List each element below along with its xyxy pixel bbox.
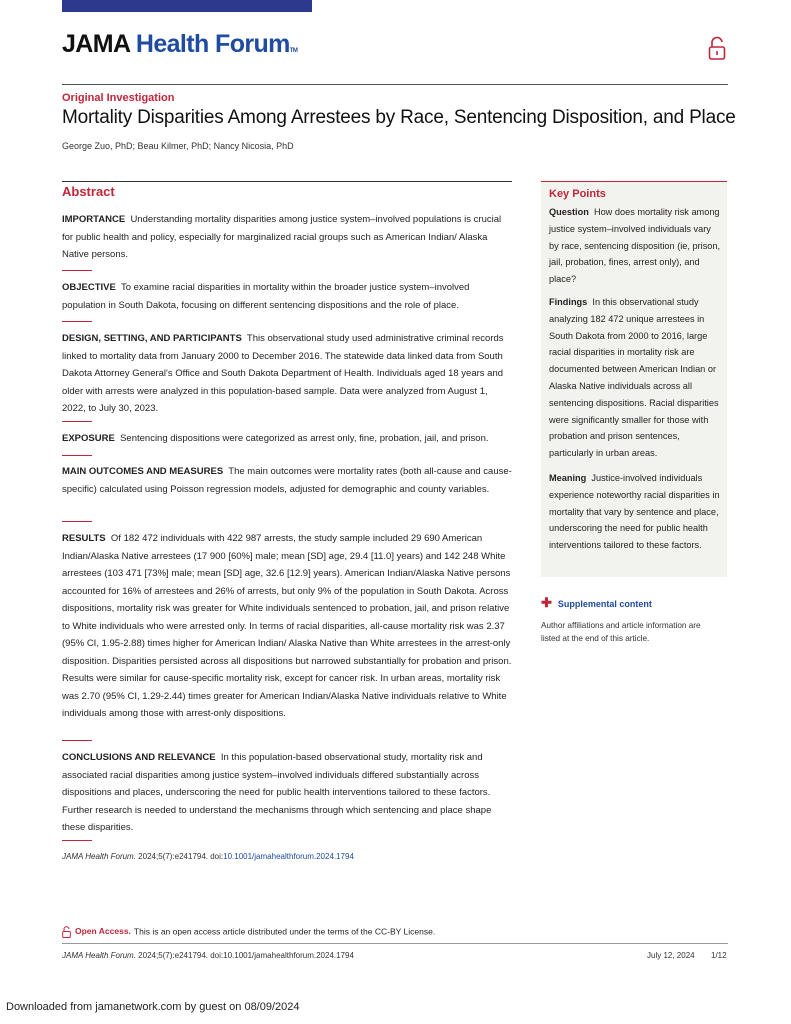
- section-label: MAIN OUTCOMES AND MEASURES: [62, 466, 224, 477]
- abstract-conclusions: [62, 749, 514, 837]
- key-point-label: Findings: [549, 297, 588, 307]
- section-text: Of 182 472 individuals with 422 987 arrests, the study sample included 29 690 American Indian/Alaska Native arrestees (17 900 [60%] male; mean [SD] age, 29.4 [11.0] years) and 142 248 White arrestees (103 471 [73%] male; mean [SD] age, 32.6 [12.9] years). American Indian/Alaska Native persons accounted for 16% of arrestees and 26% of arrests, but only 9% of the population in South Dakota. Across dispositions, mortality risk was greater for White individuals sentenced to probation, jail, and prison relative to White individuals who were arrested only. In terms of racial disparities, all-cause mortality risk was 2.37 (95% CI, 1.95-2.88) times higher for American Indian/ Alaska Native than White arrestees in the arrest-only disposition. Disparities persisted across all dispositions but narrowed substantially for probation and prison. Results were similar for cause-specific mortality risk, except for cancer risk. In urban areas, mortality risk was 2.70 (95% CI, 1.29-2.44) times greater for American Indian/Alaska Native individuals relative to White individuals among those with arrest-only dispositions.: [62, 533, 512, 719]
- abstract-results: [62, 530, 514, 723]
- logo-health-forum: Health Forum: [135, 30, 290, 58]
- download-note: Downloaded from jamanetwork.com by guest on 08/09/2024: [6, 1001, 300, 1013]
- abstract-importance: [62, 211, 514, 264]
- open-access-note: [62, 926, 435, 938]
- section-text: To examine racial disparities in mortality within the broader justice system–involved population in South Dakota, focusing on different sentencing dispositions and the role of place.: [62, 282, 470, 311]
- footer-rule: [62, 943, 728, 944]
- section-label: IMPORTANCE: [62, 214, 126, 225]
- key-point-meaning: [549, 470, 723, 554]
- key-point-text: In this observational study analyzing 182 472 unique arrestees in South Dakota from 2000 to 2016, large racial disparities in mortality risk are documented between American Indian or Alaska Native individuals across all sentencing dispositions. Racial disparities were significantly smaller for those with probation and prison sentences, particularly in urban areas.: [549, 297, 719, 459]
- header-rule: [62, 84, 728, 85]
- citation: [62, 852, 354, 861]
- key-point-findings: [549, 294, 723, 462]
- key-points-heading: Key Points: [549, 188, 606, 200]
- citation-journal: JAMA Health Forum.: [62, 852, 136, 861]
- abstract-outcomes: [62, 463, 514, 498]
- section-separator: [62, 840, 92, 841]
- section-separator: [62, 455, 92, 456]
- citation-ref: 2024;5(7):e241794. doi:: [135, 852, 224, 861]
- top-color-bar: [62, 0, 312, 12]
- abstract-objective: [62, 279, 514, 314]
- footer-date: July 12, 2024: [647, 951, 695, 960]
- section-separator: [62, 321, 92, 322]
- supplemental-label: Supplemental content: [557, 599, 652, 609]
- open-lock-icon: [62, 926, 71, 938]
- key-point-label: Meaning: [549, 473, 587, 483]
- abstract-rule: [62, 181, 512, 182]
- affiliations-note: Author affiliations and article information are listed at the end of this article.: [541, 621, 701, 643]
- open-access-label: Open Access.: [75, 926, 131, 937]
- footer-ref: 2024;5(7):e241794. doi:10.1001/jamahealthforum.2024.1794: [135, 951, 354, 960]
- key-point-question: [549, 204, 723, 288]
- section-label: EXPOSURE: [62, 433, 115, 444]
- journal-logo: [62, 30, 297, 59]
- section-text: The main outcomes were mortality rates (both all-cause and cause-specific) calculated using Poisson regression models, adjusted for demographic and county variables.: [62, 466, 512, 495]
- section-text: In this population-based observational study, mortality risk and associated racial disparities among justice system–involved individuals differed substantially across dispositions and places, underscoring the need for public health interventions tailored to these factors. Further research is needed to understand the mechanisms through which sentencing and place shape these disparities.: [62, 752, 492, 833]
- abstract-exposure: [62, 430, 514, 448]
- key-point-text: How does mortality risk among justice system–involved individuals vary by race, sentencing disposition (ie, prison, jail, probation, fines, arrest only), and place?: [549, 207, 721, 285]
- section-label: RESULTS: [62, 533, 106, 544]
- supplemental-content-link[interactable]: [541, 595, 652, 611]
- logo-tm: TM: [289, 48, 298, 54]
- footer-journal: JAMA Health Forum.: [62, 951, 136, 960]
- section-separator: [62, 421, 92, 422]
- section-text: Sentencing dispositions were categorized as arrest only, fine, probation, jail, and prison.: [120, 433, 489, 444]
- footer-citation: [62, 951, 354, 960]
- article-type: Original Investigation: [62, 92, 175, 104]
- abstract-design: [62, 330, 514, 418]
- key-point-label: Question: [549, 207, 589, 217]
- section-separator: [62, 521, 92, 522]
- plus-icon: ✚: [541, 595, 552, 610]
- citation-doi-link[interactable]: 10.1001/jamahealthforum.2024.1794: [223, 852, 354, 861]
- section-label: OBJECTIVE: [62, 282, 116, 293]
- key-points-box: [541, 181, 727, 577]
- author-list: George Zuo, PhD; Beau Kilmer, PhD; Nancy Nicosia, PhD: [62, 141, 294, 151]
- page-number: 1/12: [711, 951, 727, 960]
- key-point-text: Justice-involved individuals experience noteworthy racial disparities in mortality that vary by sentence and place, underscoring the need for public health interventions tailored to these factors.: [549, 473, 720, 551]
- section-text: Understanding mortality disparities among justice system–involved populations is crucial for public health and policy, especially for marginalized racial groups such as American Indian/ Alaska Native persons.: [62, 214, 502, 260]
- article-title: Mortality Disparities Among Arrestees by Race, Sentencing Disposition, and Place: [62, 107, 736, 128]
- open-access-text: This is an open access article distributed under the terms of the CC-BY License.: [133, 926, 436, 937]
- section-separator: [62, 740, 92, 741]
- section-label: CONCLUSIONS AND RELEVANCE: [62, 752, 216, 763]
- abstract-heading: Abstract: [62, 184, 115, 199]
- section-label: DESIGN, SETTING, AND PARTICIPANTS: [62, 333, 242, 344]
- section-text: This observational study used administrative criminal records linked to mortality data from January 2000 to December 2016. The statewide data linked data from South Dakota Attorney General's Office and South Dakota Department of Health. Individuals aged 18 years and older with arrests were analyzed in this population-based sample. Data were analyzed from August 1, 2022, to July 30, 2023.: [62, 333, 504, 414]
- logo-jama: JAMA: [62, 30, 130, 58]
- open-lock-icon: [708, 36, 726, 61]
- section-separator: [62, 270, 92, 271]
